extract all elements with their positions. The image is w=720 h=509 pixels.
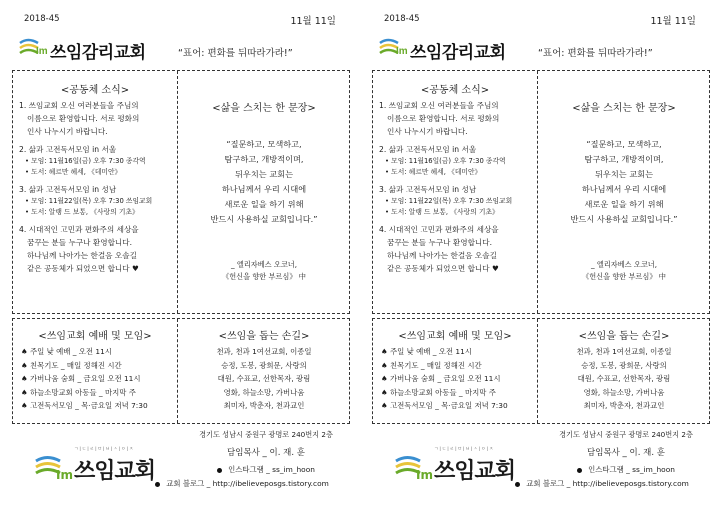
worship-title: <쓰임교회 예배 및 모임> (38, 331, 152, 342)
issue-number: 2018-45 (24, 14, 60, 24)
quote-source-line: _ 엘리자베스 오코너, (591, 260, 657, 269)
news-list (379, 99, 535, 280)
bulletin-header (18, 32, 350, 68)
worship-item: ♠ 고전독서모임 _ 목·금요일 저녁 7:30 (21, 401, 148, 410)
news-item-text: 삶과 고전독서모임 in 성남 (388, 185, 477, 194)
quote-line: 하나님께서 우리 시대에 (581, 184, 667, 194)
bullet-dot-icon (217, 468, 222, 473)
bulletin-header (378, 32, 710, 68)
news-item-text: 삶과 고전독서모임 in 서울 (28, 145, 117, 154)
news-item (379, 143, 535, 178)
news-item-line: 인사 나누시기 바랍니다. (27, 127, 108, 136)
worship-list (21, 345, 173, 413)
quote-source-line: 《헌신을 향한 부르심》 中 (582, 272, 666, 281)
news-item-detail: • 모임: 11월22일(목) 오후 7:30 쓰임교회 (385, 197, 513, 205)
worship-item: ♠ 주일 낮 예배 _ 오전 11시 (21, 347, 112, 356)
news-item (19, 183, 175, 218)
top-frame (372, 70, 710, 314)
worship-item: ♠ 가버나움 숨회 _ 금요일 오전 11시 (381, 374, 501, 383)
news-item (19, 99, 175, 138)
quote-title: <삶을 스치는 한 문장> (212, 103, 316, 114)
news-title: <공동체 소식> (60, 85, 130, 96)
bullet-dot-icon (155, 482, 160, 487)
bottom-frame (372, 318, 710, 424)
helpers-list (181, 345, 347, 413)
news-item-line: 하나님께 나아가는 한걸음 오솔길 (387, 251, 497, 260)
worship-item: ♠ 주일 낮 예배 _ 오전 11시 (381, 347, 472, 356)
bottom-frame (12, 318, 350, 424)
news-item-line: 이름으로 환영합니다. 서로 평화의 (387, 114, 500, 123)
church-name: 쓰임감리교회 (410, 43, 506, 63)
news-item-line: 같은 공동체가 되었으면 합니다 ♥ (387, 264, 499, 273)
news-item-number: 1. (19, 101, 27, 110)
instagram-handle: 인스타그램 _ ss_im_hoon (588, 465, 675, 474)
news-item-text: 삶과 고전독서모임 in 서울 (388, 145, 477, 154)
quote-line: “질문하고, 모색하고, (586, 139, 662, 149)
news-item-detail: • 도서: 알랭 드 보통, 《사랑의 기초》 (25, 208, 139, 216)
pastor-name: 담임목사 _ 이. 재. 훈 (587, 448, 665, 458)
quote-line: 뒤우치는 교회는 (595, 169, 653, 179)
footer-church-name: 쓰임교회 (74, 459, 156, 484)
news-item-text: 시대적인 고민과 편화주의 세상을 (28, 225, 139, 234)
church-address: 경기도 성남시 중원구 광명로 240번지 2층 (559, 430, 693, 439)
quote-line: 반드시 사용하실 교회입니다.” (210, 214, 318, 224)
helpers-line: 영화, 하늘소망, 가버나움 (583, 387, 665, 397)
bullet-dot-icon (577, 468, 582, 473)
news-list (19, 99, 175, 280)
worship-item: ♠ 친목기도 _ 매일 정해진 시간 (381, 360, 482, 370)
news-item-line (379, 143, 535, 156)
news-item-number: 1. (379, 101, 387, 110)
quote-title: <삶을 스치는 한 문장> (572, 103, 676, 114)
helpers-line: 대원, 수표교, 선한목자, 광림 (577, 374, 671, 383)
motto: “표어: 편화를 뒤따라가라!” (538, 48, 653, 59)
news-item-number: 2. (19, 145, 27, 154)
news-item-text: 쓰임교회 오신 여러분들을 주님의 (388, 101, 499, 110)
news-item-line (19, 183, 175, 196)
worship-item: ♠ 하늘소망교회 아동들 _ 마지막 주 (381, 387, 496, 397)
news-item-detail: • 도서: 헤르만 헤세, 《데미안》 (385, 168, 482, 176)
bulletin-footer (12, 426, 350, 506)
quote-line: “질문하고, 모색하고, (226, 139, 302, 149)
bullet-dot-icon (515, 482, 520, 487)
news-item (19, 223, 175, 275)
news-item-line: 꿈꾸는 분들 누구나 환영합니다. (27, 238, 133, 247)
footer-logo-sub: ㄱ|ㄷ|ㄹ|ㅁ|ㅂ|ㅅ|ㅇ|ㅈ (434, 447, 495, 452)
quote-text (541, 137, 707, 227)
issue-number: 2018-45 (384, 14, 420, 24)
worship-list (381, 345, 533, 413)
worship-item: ♠ 고전독서모임 _ 목·금요일 저녁 7:30 (381, 401, 508, 410)
news-item-text: 삶과 고전독서모임 in 성남 (28, 185, 117, 194)
quote-line: 반드시 사용하실 교회입니다.” (570, 214, 678, 224)
helpers-list (541, 345, 707, 413)
news-item-line: 꿈꾸는 분들 누구나 환영합니다. (387, 238, 493, 247)
news-item-line (379, 223, 535, 236)
helpers-line: 영화, 하늘소망, 가버나움 (223, 387, 305, 397)
news-item (379, 183, 535, 218)
instagram-handle: 인스타그램 _ ss_im_hoon (228, 465, 315, 474)
bulletin-footer (372, 426, 710, 506)
church-address: 경기도 성남시 중원구 광명로 240번지 2층 (199, 430, 333, 439)
bulletin-date: 11월 11일 (650, 16, 696, 27)
helpers-line: 최미자, 박춘자, 천과교인 (223, 401, 305, 410)
quote-source-line: 《헌신을 향한 부르심》 中 (222, 272, 306, 281)
helpers-title: <쓰임을 돕는 손길> (218, 331, 310, 342)
helpers-line: 천과, 천과 1여선교회, 이종일 (216, 347, 312, 356)
news-item-number: 3. (379, 185, 387, 194)
news-item-line (379, 183, 535, 196)
news-item-line: 하나님께 나아가는 한걸음 오솔길 (27, 251, 137, 260)
news-item-detail: • 모임: 11월22일(목) 오후 7:30 쓰임교회 (25, 197, 153, 205)
blog-url[interactable]: 교회 블로그 _ http://ibelieveposgs.tistory.com (166, 479, 329, 488)
bulletin-page-right (372, 0, 710, 509)
news-item-line: 같은 공동체가 되었으면 합니다 ♥ (27, 264, 139, 273)
helpers-line: 승정, 도봉, 광희문, 사랑의 (581, 360, 667, 370)
meta-row (380, 12, 702, 26)
blog-line (492, 478, 712, 489)
quote-source (541, 259, 707, 283)
news-item (19, 143, 175, 178)
top-frame (12, 70, 350, 314)
meta-row (20, 12, 342, 26)
news-item (379, 223, 535, 275)
helpers-title: <쓰임을 돕는 손길> (578, 331, 670, 342)
logo-im-text: Im (36, 46, 48, 57)
helpers-line: 대원, 수표교, 선한목자, 광림 (217, 374, 311, 383)
blog-line (132, 478, 352, 489)
instagram-line (542, 464, 710, 475)
quote-line: 탐구하고, 개방적이며, (584, 154, 664, 164)
logo-im-text: Im (396, 46, 408, 57)
helpers-line: 천과, 천과 1여선교회, 이종일 (576, 347, 672, 356)
blog-url[interactable]: 교회 블로그 _ http://ibelieveposgs.tistory.com (526, 479, 689, 488)
footer-church-name: 쓰임교회 (434, 459, 516, 484)
church-name: 쓰임감리교회 (50, 43, 146, 63)
helpers-line: 최미자, 박춘자, 천과교인 (583, 401, 665, 410)
quote-source (181, 259, 347, 283)
quote-line: 새로운 일을 하기 위해 (224, 199, 304, 209)
instagram-line (182, 464, 350, 475)
news-item-line (19, 223, 175, 236)
news-title: <공동체 소식> (420, 85, 490, 96)
news-item-line (19, 99, 175, 112)
footer-logo-im: Im (56, 468, 73, 482)
news-item-number: 2. (379, 145, 387, 154)
worship-title: <쓰임교회 예배 및 모임> (398, 331, 512, 342)
pastor-name: 담임목사 _ 이. 재. 훈 (227, 448, 305, 458)
news-item-line (19, 143, 175, 156)
quote-line: 하나님께서 우리 시대에 (221, 184, 307, 194)
news-item-number: 3. (19, 185, 27, 194)
worship-item: ♠ 친목기도 _ 매일 정해진 시간 (21, 360, 122, 370)
news-item-line: 이름으로 환영합니다. 서로 평화의 (27, 114, 140, 123)
news-item-detail: • 도서: 알랭 드 보통, 《사랑의 기초》 (385, 208, 499, 216)
news-item-line (379, 99, 535, 112)
motto: “표어: 편화를 뒤따라가라!” (178, 48, 293, 59)
news-item-detail: • 모임: 11월16일(금) 오후 7:30 종각역 (385, 157, 506, 165)
quote-source-line: _ 엘리자베스 오코너, (231, 260, 297, 269)
news-item-number: 4. (379, 225, 387, 234)
news-item-line: 인사 나누시기 바랍니다. (387, 127, 468, 136)
news-item (379, 99, 535, 138)
news-item-detail: • 도서: 헤르만 헤세, 《데미안》 (25, 168, 122, 176)
footer-logo-im: Im (416, 468, 433, 482)
quote-line: 탐구하고, 개방적이며, (224, 154, 304, 164)
worship-item: ♠ 하늘소망교회 아동들 _ 마지막 주 (21, 387, 136, 397)
news-item-text: 시대적인 고민과 편화주의 세상을 (388, 225, 499, 234)
news-item-text: 쓰임교회 오신 여러분들을 주님의 (28, 101, 139, 110)
worship-item: ♠ 가버나움 숨회 _ 금요일 오전 11시 (21, 374, 141, 383)
footer-logo-sub: ㄱ|ㄷ|ㄹ|ㅁ|ㅂ|ㅅ|ㅇ|ㅈ (74, 447, 135, 452)
news-item-number: 4. (19, 225, 27, 234)
quote-line: 새로운 일을 하기 위해 (584, 199, 664, 209)
quote-text (181, 137, 347, 227)
bulletin-page-left (12, 0, 350, 509)
bulletin-date: 11월 11일 (290, 16, 336, 27)
quote-line: 뒤우치는 교회는 (235, 169, 293, 179)
helpers-line: 승정, 도봉, 광희문, 사랑의 (221, 360, 307, 370)
news-item-detail: • 모임: 11월16일(금) 오후 7:30 종각역 (25, 157, 146, 165)
